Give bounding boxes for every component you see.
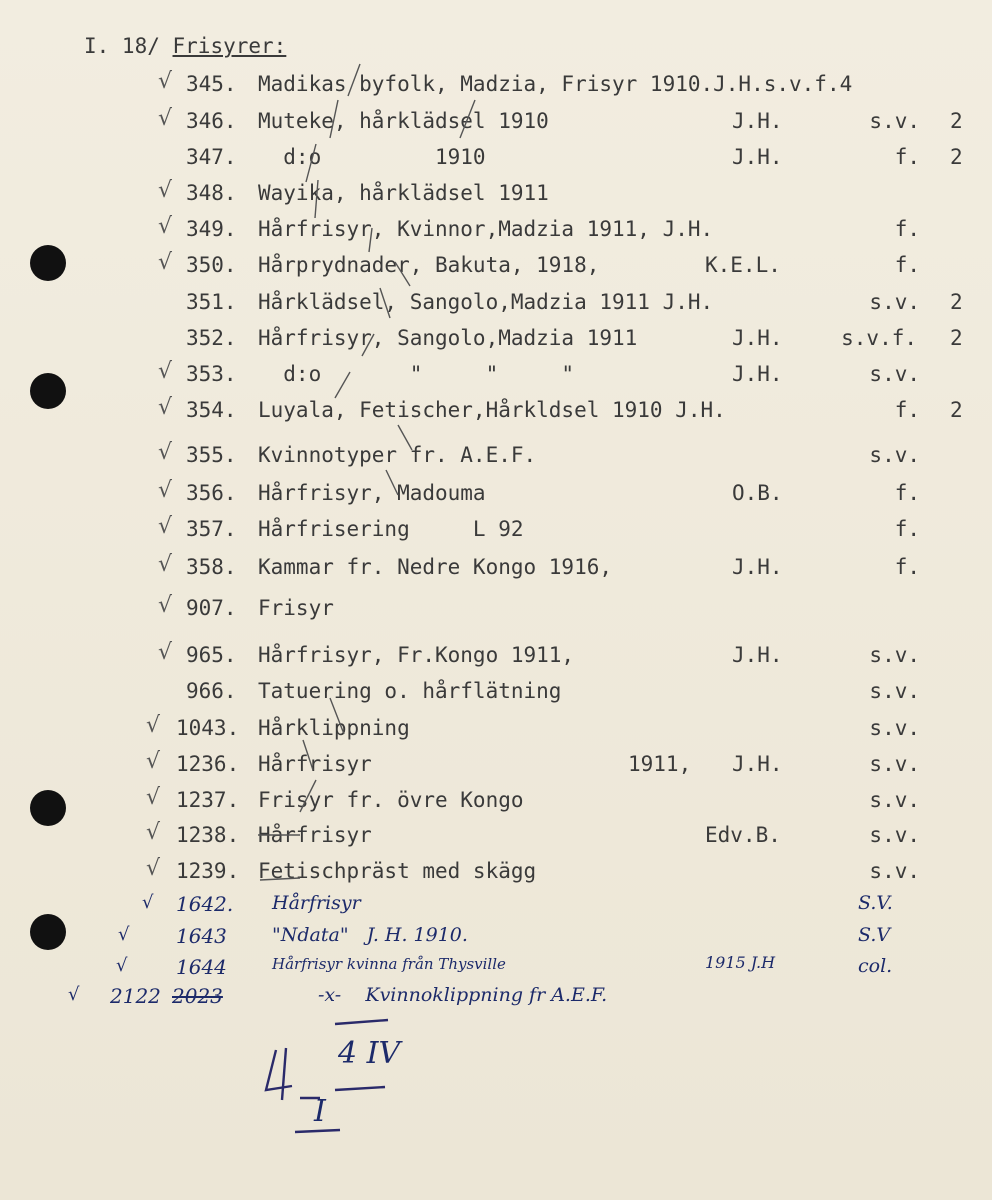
entry-number: 355. <box>186 443 237 467</box>
checkmark-icon: √ <box>158 359 173 384</box>
entry-description: Hårfrisyr, Kvinnor,Madzia 1911, J.H. <box>258 217 714 241</box>
entry-collector: J.H. <box>732 326 783 350</box>
checkmark-icon: √ <box>158 214 173 239</box>
checkmark-icon: √ <box>146 820 161 845</box>
entry-year: 1911, <box>628 752 692 776</box>
entry-number: 356. <box>186 481 237 505</box>
entry-collector: J.H. <box>732 643 783 667</box>
entry-number: 353. <box>186 362 237 386</box>
entry-number: 352. <box>186 326 237 350</box>
handwritten-number: 1643 <box>176 924 227 948</box>
entry-format: s.v. <box>869 752 920 776</box>
entry-number: 1238. <box>176 823 240 847</box>
entry-description: Hårfrisering L 92 <box>258 517 524 541</box>
entry-format: s.v. <box>869 290 920 314</box>
entry-collector: J.H. <box>732 145 783 169</box>
handwritten-checkmark: √ <box>142 892 154 913</box>
register-mark-bottom: I <box>314 1094 326 1129</box>
entry-description: d:o " " " <box>258 362 575 386</box>
entry-number: 351. <box>186 290 237 314</box>
register-mark-top: 4 IV <box>338 1036 401 1071</box>
entry-number: 348. <box>186 181 237 205</box>
entry-format: f. <box>894 145 920 169</box>
entry-description: Hårfrisyr, Fr.Kongo 1911, <box>258 643 575 667</box>
entry-collector: J.H. <box>732 555 783 579</box>
handwritten-number: 1644 <box>176 955 227 979</box>
entry-number: 346. <box>186 109 237 133</box>
entry-format: f. <box>894 517 920 541</box>
handwritten-checkmark: √ <box>116 955 128 976</box>
checkmark-icon: √ <box>158 106 173 131</box>
entry-format: s.v. <box>869 679 920 703</box>
entry-number: 347. <box>186 145 237 169</box>
checkmark-icon: √ <box>158 69 173 94</box>
entry-format: s.v. <box>869 443 920 467</box>
checkmark-icon: √ <box>158 593 173 618</box>
checkmark-icon: √ <box>158 178 173 203</box>
entry-number: 1237. <box>176 788 240 812</box>
handwritten-description: "Ndata" J. H. 1910. <box>272 924 468 946</box>
entry-description: Fetischpräst med skägg <box>258 859 537 883</box>
heading-prefix: I. 18/ <box>84 34 160 58</box>
entry-count: 2 <box>950 145 963 169</box>
entry-number: 966. <box>186 679 237 703</box>
entry-number: 358. <box>186 555 237 579</box>
entry-format: s.v. <box>869 716 920 740</box>
entry-format: f. <box>894 398 920 422</box>
handwritten-description: -x- Kvinnoklippning fr A.E.F. <box>318 984 608 1006</box>
entry-number: 350. <box>186 253 237 277</box>
entry-count: 2 <box>950 398 963 422</box>
handwritten-description: Hårfrisyr kvinna från Thysville <box>272 955 506 973</box>
handwritten-number: 2122 <box>110 984 161 1008</box>
entry-description: Hårfrisyr <box>258 752 372 776</box>
entry-description: Wayika, hårklädsel 1911 <box>258 181 549 205</box>
entry-format: f. <box>894 217 920 241</box>
entry-number: 349. <box>186 217 237 241</box>
entry-collector: K.E.L. <box>705 253 781 277</box>
entry-collector: O.B. <box>732 481 783 505</box>
entry-number: 907. <box>186 596 237 620</box>
checkmark-icon: √ <box>158 478 173 503</box>
entry-description: Kammar fr. Nedre Kongo 1916, <box>258 555 613 579</box>
entry-collector: J.H. <box>732 362 783 386</box>
entry-format: f. <box>894 555 920 579</box>
entry-number: 1236. <box>176 752 240 776</box>
checkmark-icon: √ <box>158 640 173 665</box>
entry-number: 1239. <box>176 859 240 883</box>
entry-description: Kvinnotyper fr. A.E.F. <box>258 443 537 467</box>
entry-description: Hårklädsel, Sangolo,Madzia 1911 J.H. <box>258 290 714 314</box>
checkmark-icon: √ <box>146 713 161 738</box>
entry-number: 965. <box>186 643 237 667</box>
entry-count: 2 <box>950 290 963 314</box>
entry-description: Luyala, Fetischer,Hårkldsel 1910 J.H. <box>258 398 726 422</box>
entry-collector: J.H. <box>732 109 783 133</box>
entry-description: Hårfrisyr, Sangolo,Madzia 1911 <box>258 326 638 350</box>
handwritten-format: S.V <box>858 924 891 946</box>
entry-format: s.v. <box>869 859 920 883</box>
entry-format: f. <box>894 253 920 277</box>
handwritten-checkmark: √ <box>118 924 130 945</box>
entry-description: Hårklippning <box>258 716 410 740</box>
checkmark-icon: √ <box>146 749 161 774</box>
entry-description: Hårprydnader, Bakuta, 1918, <box>258 253 600 277</box>
checkmark-icon: √ <box>158 514 173 539</box>
checkmark-icon: √ <box>146 785 161 810</box>
entry-description: Hårfrisyr <box>258 823 372 847</box>
entry-format: s.v. <box>869 823 920 847</box>
checkmark-icon: √ <box>158 552 173 577</box>
handwritten-format: col. <box>858 955 893 977</box>
entry-description: Tatuering o. hårflätning <box>258 679 562 703</box>
handwritten-description: Hårfrisyr <box>272 892 361 914</box>
entry-format: s.v. <box>869 788 920 812</box>
entry-collector: J.H. <box>732 752 783 776</box>
entry-format: s.v. <box>869 362 920 386</box>
handwritten-number: 1642. <box>176 892 234 916</box>
struck-number: 2023 <box>172 984 223 1008</box>
entry-collector: Edv.B. <box>705 823 781 847</box>
checkmark-icon: √ <box>158 440 173 465</box>
checkmark-icon: √ <box>158 250 173 275</box>
checkmark-icon: √ <box>146 856 161 881</box>
entry-number: 354. <box>186 398 237 422</box>
entry-count: 2 <box>950 326 963 350</box>
handwritten-collector: 1915 J.H <box>705 953 776 972</box>
entry-number: 357. <box>186 517 237 541</box>
entry-format: s.v. <box>869 109 920 133</box>
handwritten-format: S.V. <box>858 892 893 914</box>
entry-number: 345. <box>186 72 237 96</box>
entry-description: Frisyr fr. övre Kongo <box>258 788 524 812</box>
entry-format: s.v. <box>869 643 920 667</box>
entry-format: f. <box>894 481 920 505</box>
entry-description: Muteke, hårklädsel 1910 <box>258 109 549 133</box>
handwritten-checkmark: √ <box>68 984 80 1005</box>
entry-number: 1043. <box>176 716 240 740</box>
entry-format: s.v.f. <box>841 326 917 350</box>
checkmark-icon: √ <box>158 395 173 420</box>
entry-description: d:o 1910 <box>258 145 486 169</box>
entry-description: Frisyr <box>258 596 334 620</box>
entry-description: Hårfrisyr, Madouma <box>258 481 486 505</box>
heading-title: Frisyrer: <box>172 34 287 58</box>
entry-description: Madikas byfolk, Madzia, Frisyr 1910.J.H.s.v.f.4 <box>258 72 853 96</box>
entry-count: 2 <box>950 109 963 133</box>
